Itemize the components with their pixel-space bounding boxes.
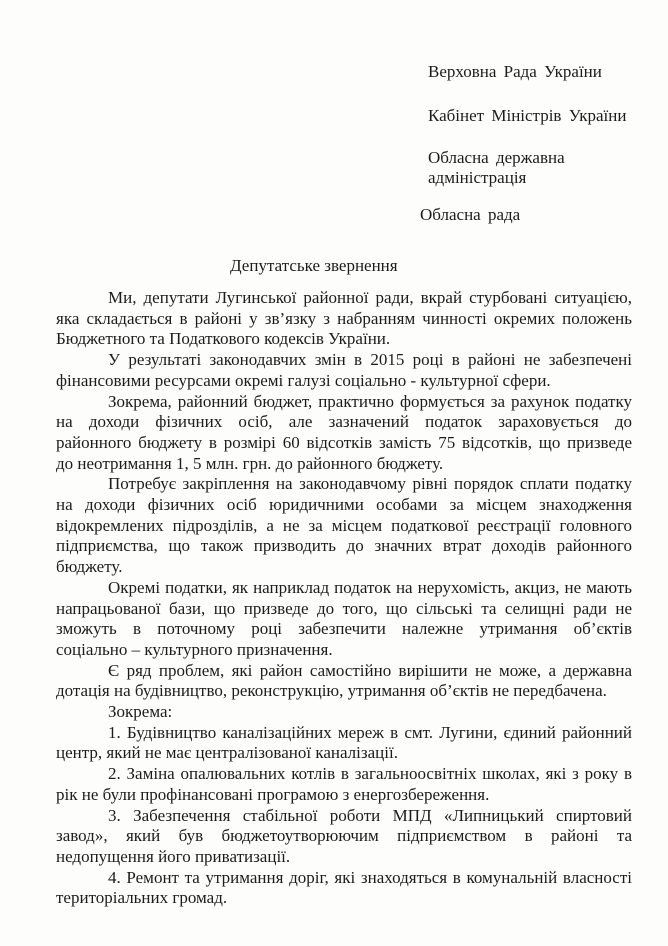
paragraph-2-line: фінансовими ресурсами окремі галузі соціально - культурної сфери. bbox=[56, 370, 551, 390]
paragraph-8-line: 1. Будівництво каналізаційних мереж в смт. Лугини, єдиний районний bbox=[108, 722, 632, 742]
paragraph-11-line: 4. Ремонт та утримання доріг, які знаходяться в комунальній власності bbox=[108, 867, 632, 887]
paragraph-4-line: на доходи фізичних осіб юридичними особами за місцем знаходження bbox=[56, 495, 632, 514]
paragraph-6-line: Є ряд проблем, які район самостійно вирішити не може, а державна bbox=[108, 660, 632, 680]
paragraph-6-line: дотація на будівництво, реконструкцію, утримання об’єктів не передбачена. bbox=[56, 681, 607, 701]
addressee-verkhovna-rada: Верховна Рада України bbox=[428, 62, 602, 81]
paragraph-4-line: Потребує закріплення на законодавчому рівні порядок сплати податку bbox=[108, 474, 632, 494]
paragraph-3-line: до неотримання 1, 5 млн. грн. до районного бюджету. bbox=[56, 453, 444, 473]
paragraph-5-line: Окремі податки, як наприклад податок на нерухомість, акциз, не мають bbox=[108, 577, 632, 597]
paragraph-5-line: соціально – культурного призначення. bbox=[56, 639, 333, 659]
paragraph-10-line: 3. Забезпечення стабільної роботи МПД «Липницький спиртовий bbox=[108, 805, 632, 825]
paragraph-2-line: У результаті законодавчих змін в 2015 році в районі не забезпечені bbox=[108, 350, 632, 370]
paragraph-4-line: підприємства, що також призводить до значних втрат доходів районного bbox=[56, 536, 632, 556]
paragraph-10-line: недопущення його приватизації. bbox=[56, 846, 291, 866]
document-title: Депутатське звернення bbox=[230, 256, 398, 275]
paragraph-7-line: Зокрема: bbox=[108, 702, 173, 721]
paragraph-3-line: районного бюджету в розмірі 60 відсотків замість 75 відсотків, що призведе bbox=[56, 432, 632, 452]
paragraph-8-line: центр, який не має централізованої каналізації. bbox=[56, 743, 398, 763]
paragraph-3-line: Зокрема, районний бюджет, практично формується за рахунок податку bbox=[108, 391, 632, 411]
addressee-regional-council: Обласна рада bbox=[420, 205, 521, 224]
addressee-regional-administration: Обласна державна bbox=[428, 148, 565, 167]
paragraph-4-line: бюджету. bbox=[56, 557, 123, 577]
paragraph-1-line: Бюджетного та Податкового кодексів України. bbox=[56, 329, 391, 349]
paragraph-10-line: завод», який був бюджетоутворюючим підприємством в районі та bbox=[56, 826, 632, 846]
paragraph-5-line: зможуть в поточному році забезпечити належне утримання об’єктів bbox=[56, 619, 632, 639]
paragraph-11-line: територіальних громад. bbox=[56, 888, 228, 908]
addressee-cabinet-of-ministers: Кабінет Міністрів України bbox=[428, 106, 627, 125]
paragraph-4-line: відокремлених підрозділів, а не за місцем податкової реєстрації головного bbox=[56, 515, 632, 535]
addressee-regional-administration-cont: адміністрація bbox=[428, 168, 527, 187]
paragraph-1-line: Ми, депутати Лугинської районної ради, вкрай стурбовані ситуацією, bbox=[108, 288, 632, 307]
paragraph-5-line: напрацьованої бази, що призведе до того, що сільські та селищні ради не bbox=[56, 598, 632, 618]
paragraph-9-line: 2. Заміна опалювальних котлів в загальноосвітніх школах, які з року в bbox=[108, 764, 632, 784]
paragraph-9-line: рік не були профінансовані програмою з енергозбереження. bbox=[56, 784, 490, 804]
paragraph-3-line: на доходи фізичних осіб, але зазначений податок зараховується до bbox=[56, 412, 632, 432]
paragraph-1-line: яка складається в районі у зв’язку з набранням чинності окремих положень bbox=[56, 308, 632, 328]
